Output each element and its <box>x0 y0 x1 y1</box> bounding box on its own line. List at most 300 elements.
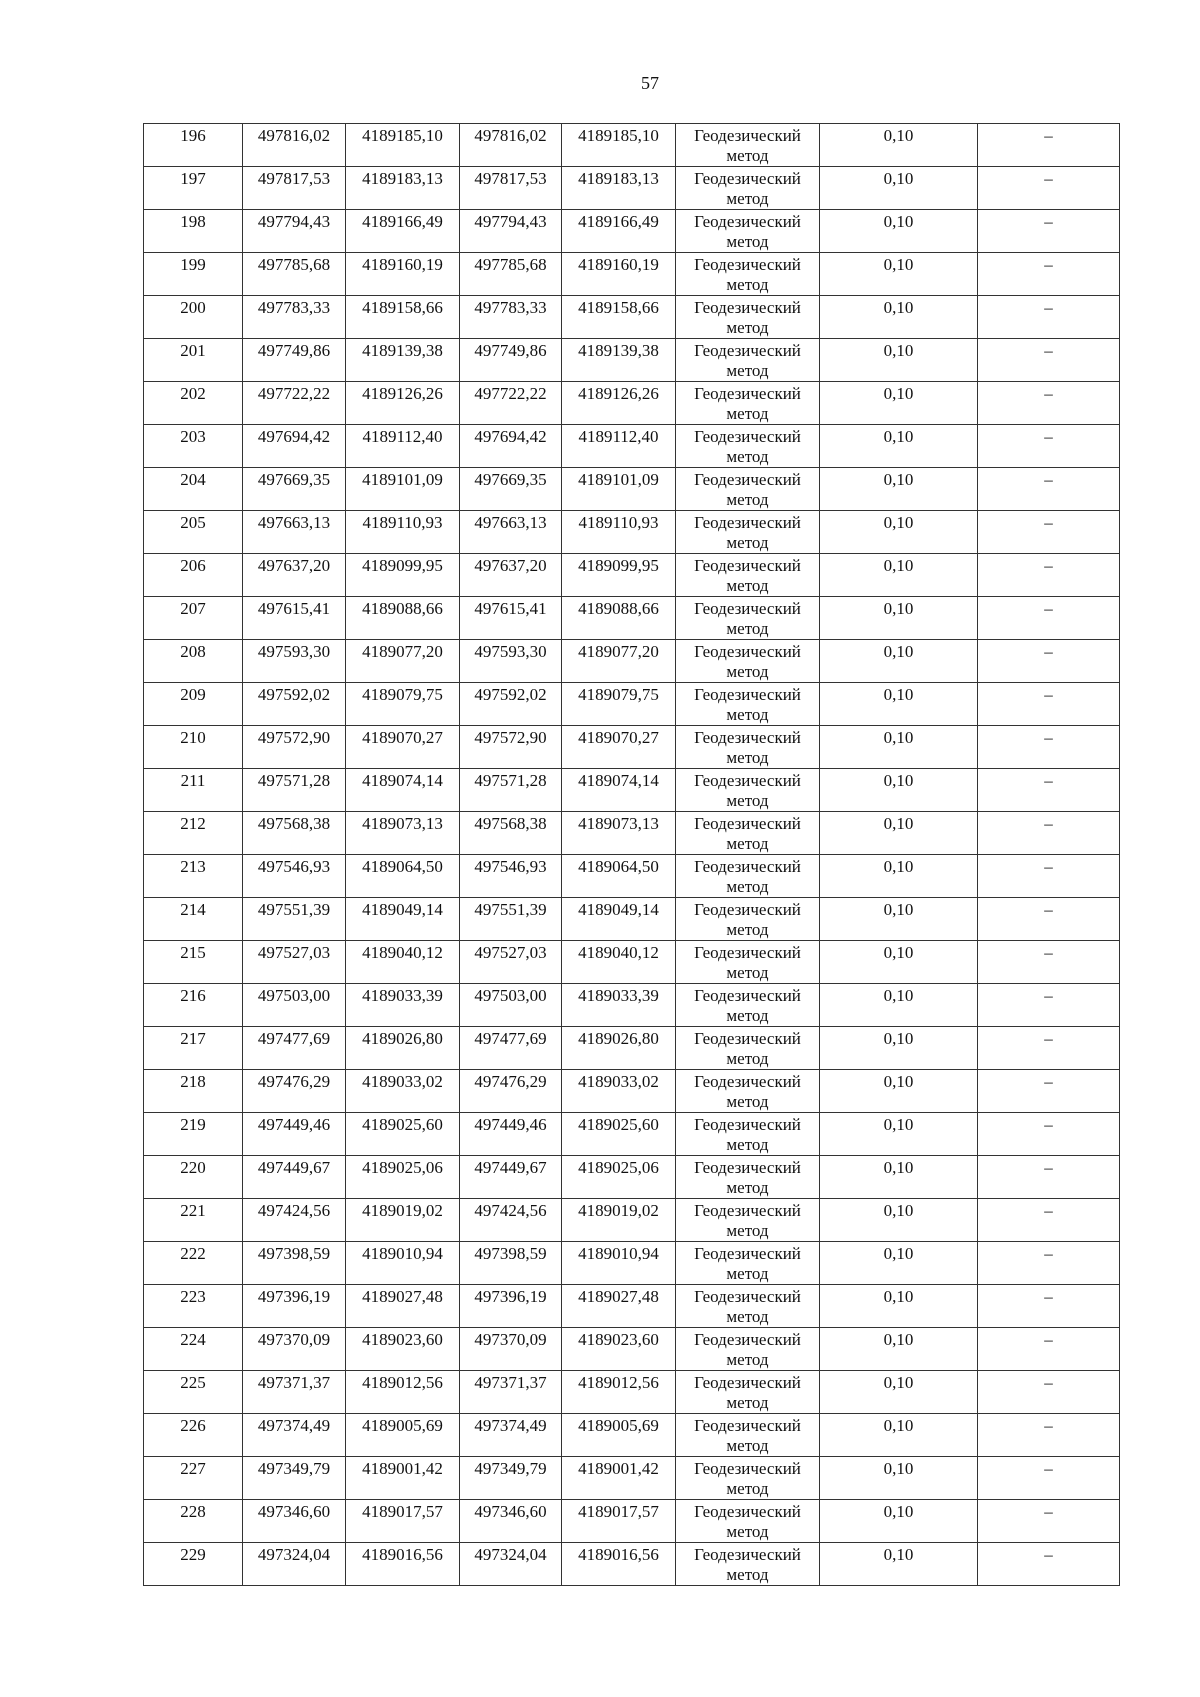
x-coordinate-repeat-cell: 497663,13 <box>460 511 562 554</box>
x-coordinate-cell: 497568,38 <box>243 812 346 855</box>
method-label-continued: метод <box>726 1436 769 1455</box>
table-row <box>144 1242 1120 1285</box>
method-cell <box>676 382 820 425</box>
x-coordinate-repeat-cell: 497424,56 <box>460 1199 562 1242</box>
y-coordinate-cell: 4189099,95 <box>346 554 460 597</box>
point-number-cell: 215 <box>144 941 243 984</box>
method-cell <box>676 597 820 640</box>
method-cell <box>676 1242 820 1285</box>
table-row <box>144 1414 1120 1457</box>
y-coordinate-cell: 4189019,02 <box>346 1199 460 1242</box>
x-coordinate-repeat-cell: 497398,59 <box>460 1242 562 1285</box>
method-label: Геодезический <box>694 986 801 1005</box>
x-coordinate-cell: 497374,49 <box>243 1414 346 1457</box>
x-coordinate-cell: 497527,03 <box>243 941 346 984</box>
method-label: Геодезический <box>694 1545 801 1564</box>
method-label-continued: метод <box>726 361 769 380</box>
accuracy-cell: 0,10 <box>820 1113 978 1156</box>
y-coordinate-repeat-cell: 4189166,49 <box>562 210 676 253</box>
y-coordinate-repeat-cell: 4189033,39 <box>562 984 676 1027</box>
method-cell <box>676 984 820 1027</box>
accuracy-cell: 0,10 <box>820 1027 978 1070</box>
note-cell: – <box>978 1027 1120 1070</box>
y-coordinate-cell: 4189074,14 <box>346 769 460 812</box>
accuracy-cell: 0,10 <box>820 296 978 339</box>
note-cell: – <box>978 597 1120 640</box>
accuracy-cell: 0,10 <box>820 769 978 812</box>
method-cell <box>676 253 820 296</box>
y-coordinate-cell: 4189033,39 <box>346 984 460 1027</box>
method-label: Геодезический <box>694 1201 801 1220</box>
note-cell: – <box>978 124 1120 167</box>
method-label-continued: метод <box>726 619 769 638</box>
x-coordinate-cell: 497572,90 <box>243 726 346 769</box>
x-coordinate-repeat-cell: 497346,60 <box>460 1500 562 1543</box>
accuracy-cell: 0,10 <box>820 1500 978 1543</box>
y-coordinate-cell: 4189023,60 <box>346 1328 460 1371</box>
accuracy-cell: 0,10 <box>820 726 978 769</box>
method-label-continued: метод <box>726 1393 769 1412</box>
note-cell: – <box>978 1070 1120 1113</box>
table-row <box>144 425 1120 468</box>
table-row <box>144 1285 1120 1328</box>
note-cell: – <box>978 382 1120 425</box>
point-number-cell: 199 <box>144 253 243 296</box>
point-number-cell: 197 <box>144 167 243 210</box>
point-number-cell: 217 <box>144 1027 243 1070</box>
table-row <box>144 1027 1120 1070</box>
method-cell <box>676 339 820 382</box>
method-label: Геодезический <box>694 685 801 704</box>
method-label: Геодезический <box>694 427 801 446</box>
x-coordinate-repeat-cell: 497349,79 <box>460 1457 562 1500</box>
method-label: Геодезический <box>694 169 801 188</box>
method-label: Геодезический <box>694 642 801 661</box>
method-label: Геодезический <box>694 1029 801 1048</box>
point-number-cell: 200 <box>144 296 243 339</box>
x-coordinate-cell: 497370,09 <box>243 1328 346 1371</box>
point-number-cell: 205 <box>144 511 243 554</box>
x-coordinate-repeat-cell: 497370,09 <box>460 1328 562 1371</box>
y-coordinate-repeat-cell: 4189185,10 <box>562 124 676 167</box>
y-coordinate-repeat-cell: 4189012,56 <box>562 1371 676 1414</box>
x-coordinate-cell: 497571,28 <box>243 769 346 812</box>
note-cell: – <box>978 812 1120 855</box>
y-coordinate-repeat-cell: 4189183,13 <box>562 167 676 210</box>
table-row <box>144 210 1120 253</box>
point-number-cell: 201 <box>144 339 243 382</box>
note-cell: – <box>978 1285 1120 1328</box>
table-row <box>144 511 1120 554</box>
y-coordinate-cell: 4189040,12 <box>346 941 460 984</box>
note-cell: – <box>978 726 1120 769</box>
x-coordinate-repeat-cell: 497371,37 <box>460 1371 562 1414</box>
y-coordinate-repeat-cell: 4189126,26 <box>562 382 676 425</box>
table-row <box>144 382 1120 425</box>
method-cell <box>676 425 820 468</box>
method-label-continued: метод <box>726 404 769 423</box>
note-cell: – <box>978 1500 1120 1543</box>
x-coordinate-repeat-cell: 497551,39 <box>460 898 562 941</box>
y-coordinate-cell: 4189049,14 <box>346 898 460 941</box>
method-label: Геодезический <box>694 728 801 747</box>
accuracy-cell: 0,10 <box>820 683 978 726</box>
note-cell: – <box>978 640 1120 683</box>
y-coordinate-cell: 4189033,02 <box>346 1070 460 1113</box>
note-cell: – <box>978 683 1120 726</box>
note-cell: – <box>978 1113 1120 1156</box>
x-coordinate-cell: 497592,02 <box>243 683 346 726</box>
method-label-continued: метод <box>726 576 769 595</box>
note-cell: – <box>978 511 1120 554</box>
point-number-cell: 225 <box>144 1371 243 1414</box>
accuracy-cell: 0,10 <box>820 812 978 855</box>
x-coordinate-cell: 497551,39 <box>243 898 346 941</box>
note-cell: – <box>978 769 1120 812</box>
method-cell <box>676 124 820 167</box>
y-coordinate-cell: 4189070,27 <box>346 726 460 769</box>
method-label-continued: метод <box>726 1307 769 1326</box>
page-number: 57 <box>641 73 659 93</box>
point-number-cell: 211 <box>144 769 243 812</box>
table-row <box>144 812 1120 855</box>
table-row <box>144 1543 1120 1586</box>
note-cell: – <box>978 1328 1120 1371</box>
x-coordinate-cell: 497816,02 <box>243 124 346 167</box>
point-number-cell: 212 <box>144 812 243 855</box>
accuracy-cell: 0,10 <box>820 640 978 683</box>
y-coordinate-cell: 4189185,10 <box>346 124 460 167</box>
method-label-continued: метод <box>726 1479 769 1498</box>
method-cell <box>676 1543 820 1586</box>
x-coordinate-repeat-cell: 497449,67 <box>460 1156 562 1199</box>
point-number-cell: 226 <box>144 1414 243 1457</box>
method-cell <box>676 511 820 554</box>
y-coordinate-repeat-cell: 4189027,48 <box>562 1285 676 1328</box>
point-number-cell: 196 <box>144 124 243 167</box>
x-coordinate-cell: 497449,67 <box>243 1156 346 1199</box>
x-coordinate-cell: 497593,30 <box>243 640 346 683</box>
method-cell <box>676 769 820 812</box>
x-coordinate-repeat-cell: 497694,42 <box>460 425 562 468</box>
point-number-cell: 219 <box>144 1113 243 1156</box>
y-coordinate-cell: 4189026,80 <box>346 1027 460 1070</box>
table-row <box>144 253 1120 296</box>
y-coordinate-cell: 4189005,69 <box>346 1414 460 1457</box>
method-label: Геодезический <box>694 513 801 532</box>
point-number-cell: 202 <box>144 382 243 425</box>
x-coordinate-repeat-cell: 497669,35 <box>460 468 562 511</box>
y-coordinate-repeat-cell: 4189033,02 <box>562 1070 676 1113</box>
method-label: Геодезический <box>694 1502 801 1521</box>
method-cell <box>676 1070 820 1113</box>
note-cell: – <box>978 898 1120 941</box>
table-row <box>144 1199 1120 1242</box>
method-label-continued: метод <box>726 1006 769 1025</box>
point-number-cell: 216 <box>144 984 243 1027</box>
method-label-continued: метод <box>726 275 769 294</box>
method-cell <box>676 683 820 726</box>
y-coordinate-cell: 4189110,93 <box>346 511 460 554</box>
y-coordinate-repeat-cell: 4189158,66 <box>562 296 676 339</box>
table-row <box>144 683 1120 726</box>
accuracy-cell: 0,10 <box>820 1285 978 1328</box>
y-coordinate-repeat-cell: 4189005,69 <box>562 1414 676 1457</box>
accuracy-cell: 0,10 <box>820 554 978 597</box>
y-coordinate-cell: 4189064,50 <box>346 855 460 898</box>
y-coordinate-repeat-cell: 4189077,20 <box>562 640 676 683</box>
x-coordinate-cell: 497783,33 <box>243 296 346 339</box>
y-coordinate-repeat-cell: 4189099,95 <box>562 554 676 597</box>
x-coordinate-cell: 497817,53 <box>243 167 346 210</box>
method-cell <box>676 296 820 339</box>
x-coordinate-cell: 497371,37 <box>243 1371 346 1414</box>
y-coordinate-repeat-cell: 4189079,75 <box>562 683 676 726</box>
method-label-continued: метод <box>726 189 769 208</box>
point-number-cell: 229 <box>144 1543 243 1586</box>
method-label: Геодезический <box>694 1072 801 1091</box>
note-cell: – <box>978 339 1120 382</box>
method-label-continued: метод <box>726 1221 769 1240</box>
method-cell <box>676 554 820 597</box>
method-label-continued: метод <box>726 1350 769 1369</box>
method-label-continued: метод <box>726 1565 769 1584</box>
method-label-continued: метод <box>726 748 769 767</box>
method-cell <box>676 1414 820 1457</box>
method-label-continued: метод <box>726 1092 769 1111</box>
method-label: Геодезический <box>694 1158 801 1177</box>
x-coordinate-repeat-cell: 497374,49 <box>460 1414 562 1457</box>
x-coordinate-repeat-cell: 497396,19 <box>460 1285 562 1328</box>
method-label: Геодезический <box>694 1459 801 1478</box>
point-number-cell: 209 <box>144 683 243 726</box>
table-row <box>144 1070 1120 1113</box>
method-label-continued: метод <box>726 705 769 724</box>
note-cell: – <box>978 941 1120 984</box>
method-label-continued: метод <box>726 662 769 681</box>
table-row <box>144 1156 1120 1199</box>
x-coordinate-cell: 497346,60 <box>243 1500 346 1543</box>
y-coordinate-repeat-cell: 4189088,66 <box>562 597 676 640</box>
method-label-continued: метод <box>726 1264 769 1283</box>
point-number-cell: 218 <box>144 1070 243 1113</box>
y-coordinate-repeat-cell: 4189074,14 <box>562 769 676 812</box>
x-coordinate-cell: 497349,79 <box>243 1457 346 1500</box>
y-coordinate-cell: 4189101,09 <box>346 468 460 511</box>
method-label-continued: метод <box>726 533 769 552</box>
y-coordinate-cell: 4189012,56 <box>346 1371 460 1414</box>
method-cell <box>676 855 820 898</box>
note-cell: – <box>978 1414 1120 1457</box>
x-coordinate-repeat-cell: 497593,30 <box>460 640 562 683</box>
x-coordinate-repeat-cell: 497637,20 <box>460 554 562 597</box>
accuracy-cell: 0,10 <box>820 855 978 898</box>
point-number-cell: 222 <box>144 1242 243 1285</box>
method-cell <box>676 167 820 210</box>
x-coordinate-cell: 497396,19 <box>243 1285 346 1328</box>
method-label: Геодезический <box>694 212 801 231</box>
y-coordinate-repeat-cell: 4189101,09 <box>562 468 676 511</box>
coordinates-table <box>143 123 1120 1586</box>
y-coordinate-cell: 4189077,20 <box>346 640 460 683</box>
y-coordinate-repeat-cell: 4189070,27 <box>562 726 676 769</box>
x-coordinate-repeat-cell: 497817,53 <box>460 167 562 210</box>
y-coordinate-repeat-cell: 4189017,57 <box>562 1500 676 1543</box>
y-coordinate-cell: 4189017,57 <box>346 1500 460 1543</box>
accuracy-cell: 0,10 <box>820 1328 978 1371</box>
method-label-continued: метод <box>726 1178 769 1197</box>
method-label: Геодезический <box>694 857 801 876</box>
point-number-cell: 220 <box>144 1156 243 1199</box>
accuracy-cell: 0,10 <box>820 898 978 941</box>
y-coordinate-repeat-cell: 4189023,60 <box>562 1328 676 1371</box>
method-label-continued: метод <box>726 1049 769 1068</box>
method-label: Геодезический <box>694 1115 801 1134</box>
method-label-continued: метод <box>726 920 769 939</box>
note-cell: – <box>978 1543 1120 1586</box>
method-cell <box>676 941 820 984</box>
table-row <box>144 769 1120 812</box>
x-coordinate-repeat-cell: 497816,02 <box>460 124 562 167</box>
method-label: Геодезический <box>694 126 801 145</box>
y-coordinate-repeat-cell: 4189019,02 <box>562 1199 676 1242</box>
method-cell <box>676 1285 820 1328</box>
point-number-cell: 214 <box>144 898 243 941</box>
accuracy-cell: 0,10 <box>820 984 978 1027</box>
y-coordinate-repeat-cell: 4189073,13 <box>562 812 676 855</box>
table-row <box>144 1113 1120 1156</box>
note-cell: – <box>978 296 1120 339</box>
method-label-continued: метод <box>726 146 769 165</box>
table-row <box>144 296 1120 339</box>
x-coordinate-cell: 497477,69 <box>243 1027 346 1070</box>
y-coordinate-cell: 4189025,60 <box>346 1113 460 1156</box>
accuracy-cell: 0,10 <box>820 468 978 511</box>
method-cell <box>676 898 820 941</box>
y-coordinate-repeat-cell: 4189112,40 <box>562 425 676 468</box>
y-coordinate-cell: 4189025,06 <box>346 1156 460 1199</box>
method-cell <box>676 1027 820 1070</box>
y-coordinate-cell: 4189001,42 <box>346 1457 460 1500</box>
y-coordinate-cell: 4189139,38 <box>346 339 460 382</box>
method-label-continued: метод <box>726 1135 769 1154</box>
y-coordinate-cell: 4189088,66 <box>346 597 460 640</box>
table-row <box>144 167 1120 210</box>
table-row <box>144 554 1120 597</box>
y-coordinate-cell: 4189079,75 <box>346 683 460 726</box>
x-coordinate-repeat-cell: 497476,29 <box>460 1070 562 1113</box>
x-coordinate-cell: 497503,00 <box>243 984 346 1027</box>
table-row <box>144 339 1120 382</box>
method-label: Геодезический <box>694 556 801 575</box>
x-coordinate-cell: 497424,56 <box>243 1199 346 1242</box>
method-label-continued: метод <box>726 1522 769 1541</box>
point-number-cell: 204 <box>144 468 243 511</box>
x-coordinate-repeat-cell: 497449,46 <box>460 1113 562 1156</box>
method-label: Геодезический <box>694 900 801 919</box>
method-label: Геодезический <box>694 1330 801 1349</box>
table-row <box>144 1457 1120 1500</box>
x-coordinate-cell: 497324,04 <box>243 1543 346 1586</box>
accuracy-cell: 0,10 <box>820 1156 978 1199</box>
point-number-cell: 203 <box>144 425 243 468</box>
method-label: Геодезический <box>694 1416 801 1435</box>
y-coordinate-repeat-cell: 4189139,38 <box>562 339 676 382</box>
x-coordinate-cell: 497669,35 <box>243 468 346 511</box>
x-coordinate-repeat-cell: 497477,69 <box>460 1027 562 1070</box>
x-coordinate-repeat-cell: 497785,68 <box>460 253 562 296</box>
point-number-cell: 207 <box>144 597 243 640</box>
method-label: Геодезический <box>694 771 801 790</box>
x-coordinate-repeat-cell: 497572,90 <box>460 726 562 769</box>
table-row <box>144 941 1120 984</box>
point-number-cell: 210 <box>144 726 243 769</box>
x-coordinate-repeat-cell: 497503,00 <box>460 984 562 1027</box>
y-coordinate-repeat-cell: 4189110,93 <box>562 511 676 554</box>
table-row <box>144 1371 1120 1414</box>
accuracy-cell: 0,10 <box>820 339 978 382</box>
accuracy-cell: 0,10 <box>820 1242 978 1285</box>
y-coordinate-cell: 4189027,48 <box>346 1285 460 1328</box>
note-cell: – <box>978 253 1120 296</box>
x-coordinate-cell: 497476,29 <box>243 1070 346 1113</box>
table-row <box>144 898 1120 941</box>
method-label: Геодезический <box>694 255 801 274</box>
method-label: Геодезический <box>694 943 801 962</box>
y-coordinate-repeat-cell: 4189025,06 <box>562 1156 676 1199</box>
accuracy-cell: 0,10 <box>820 382 978 425</box>
y-coordinate-cell: 4189166,49 <box>346 210 460 253</box>
x-coordinate-cell: 497694,42 <box>243 425 346 468</box>
y-coordinate-repeat-cell: 4189016,56 <box>562 1543 676 1586</box>
y-coordinate-repeat-cell: 4189160,19 <box>562 253 676 296</box>
y-coordinate-cell: 4189073,13 <box>346 812 460 855</box>
method-cell <box>676 726 820 769</box>
table-row <box>144 726 1120 769</box>
method-cell <box>676 1156 820 1199</box>
point-number-cell: 228 <box>144 1500 243 1543</box>
method-cell <box>676 1371 820 1414</box>
method-label: Геодезический <box>694 1244 801 1263</box>
x-coordinate-repeat-cell: 497324,04 <box>460 1543 562 1586</box>
x-coordinate-repeat-cell: 497546,93 <box>460 855 562 898</box>
note-cell: – <box>978 1199 1120 1242</box>
y-coordinate-cell: 4189112,40 <box>346 425 460 468</box>
note-cell: – <box>978 1457 1120 1500</box>
accuracy-cell: 0,10 <box>820 167 978 210</box>
method-label-continued: метод <box>726 232 769 251</box>
note-cell: – <box>978 855 1120 898</box>
table-row <box>144 468 1120 511</box>
note-cell: – <box>978 210 1120 253</box>
accuracy-cell: 0,10 <box>820 511 978 554</box>
note-cell: – <box>978 425 1120 468</box>
method-label-continued: метод <box>726 490 769 509</box>
accuracy-cell: 0,10 <box>820 1070 978 1113</box>
table-row <box>144 640 1120 683</box>
note-cell: – <box>978 167 1120 210</box>
accuracy-cell: 0,10 <box>820 124 978 167</box>
y-coordinate-cell: 4189010,94 <box>346 1242 460 1285</box>
x-coordinate-cell: 497546,93 <box>243 855 346 898</box>
accuracy-cell: 0,10 <box>820 941 978 984</box>
accuracy-cell: 0,10 <box>820 1414 978 1457</box>
point-number-cell: 223 <box>144 1285 243 1328</box>
method-cell <box>676 1457 820 1500</box>
y-coordinate-repeat-cell: 4189001,42 <box>562 1457 676 1500</box>
point-number-cell: 224 <box>144 1328 243 1371</box>
method-cell <box>676 812 820 855</box>
